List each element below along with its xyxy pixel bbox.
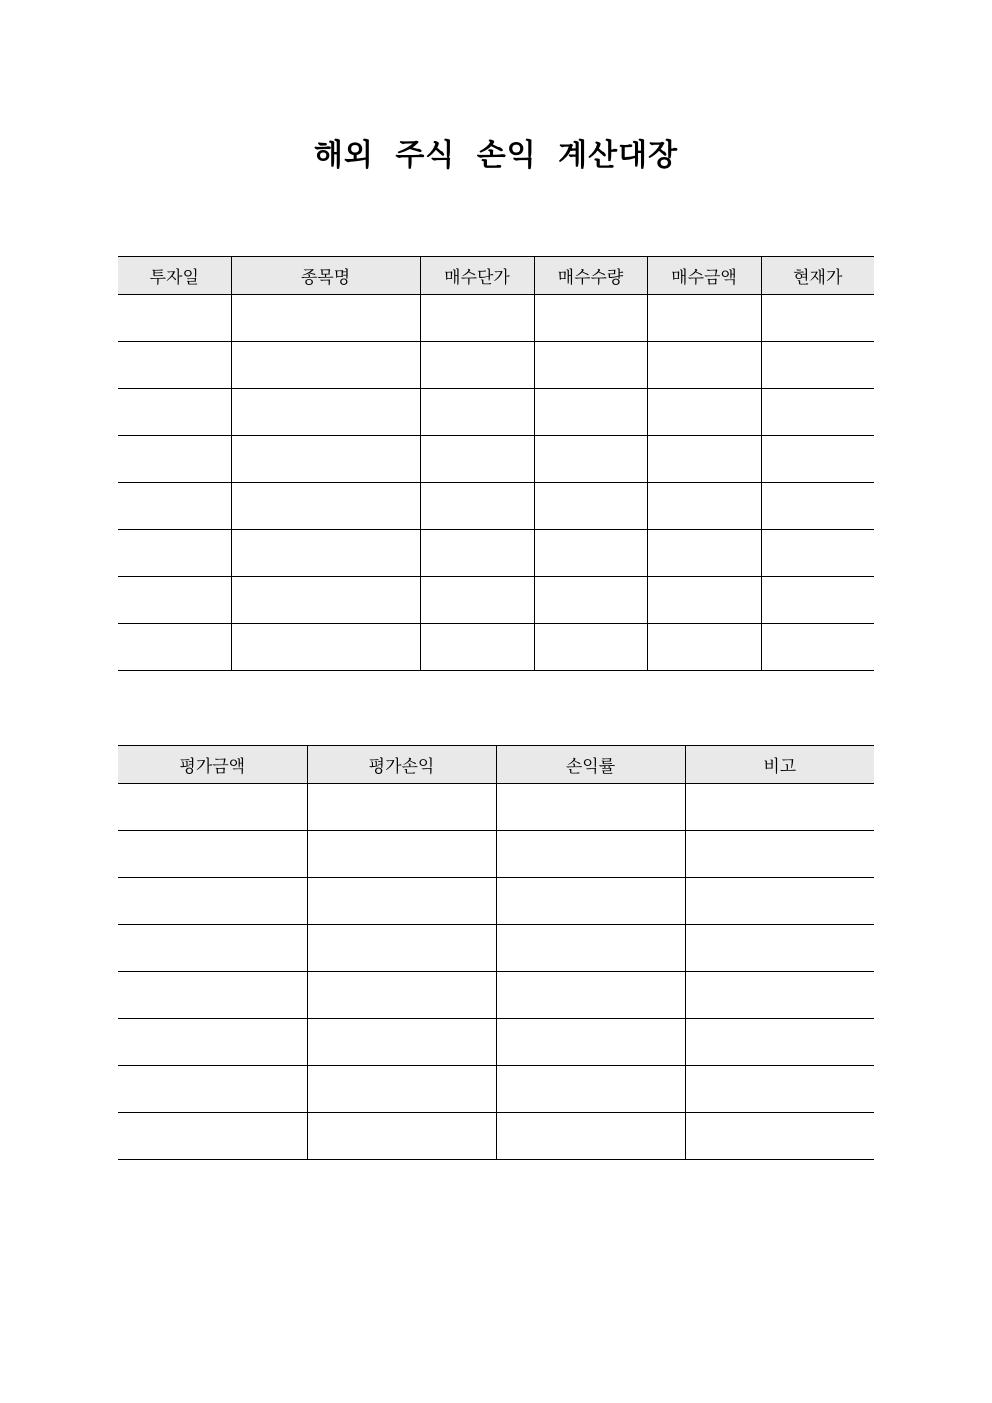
table-cell[interactable] [647, 577, 761, 624]
table-cell[interactable] [496, 1019, 685, 1066]
table-cell[interactable] [761, 295, 874, 342]
purchase-table-header-row [118, 257, 874, 295]
table-cell[interactable] [307, 784, 496, 831]
table-cell[interactable] [307, 1019, 496, 1066]
purchase-table [118, 256, 874, 671]
table-row [118, 925, 874, 972]
table-cell[interactable] [647, 389, 761, 436]
table-cell[interactable] [534, 577, 647, 624]
table-row [118, 831, 874, 878]
table-cell[interactable] [685, 1113, 874, 1160]
table-cell[interactable] [231, 624, 420, 671]
table-cell[interactable] [231, 295, 420, 342]
table-cell[interactable] [118, 577, 231, 624]
table-cell[interactable] [534, 530, 647, 577]
purchase-table-body [118, 295, 874, 671]
table-cell[interactable] [496, 925, 685, 972]
table-row [118, 784, 874, 831]
valuation-table-header-row [118, 746, 874, 784]
table-cell[interactable] [647, 436, 761, 483]
header-valuation-profit-loss: 평가손익 [307, 746, 496, 784]
table-cell[interactable] [534, 389, 647, 436]
table-row [118, 1019, 874, 1066]
table-cell[interactable] [307, 1066, 496, 1113]
table-cell[interactable] [534, 342, 647, 389]
table-cell[interactable] [420, 624, 534, 671]
table-cell[interactable] [761, 577, 874, 624]
table-cell[interactable] [118, 784, 307, 831]
valuation-table-body [118, 784, 874, 1160]
table-cell[interactable] [534, 483, 647, 530]
table-cell[interactable] [420, 530, 534, 577]
table-cell[interactable] [118, 436, 231, 483]
header-valuation-amount: 평가금액 [118, 746, 307, 784]
table-cell[interactable] [420, 483, 534, 530]
table-row [118, 483, 874, 530]
table-cell[interactable] [118, 1066, 307, 1113]
table-cell[interactable] [118, 878, 307, 925]
table-row [118, 436, 874, 483]
table-cell[interactable] [118, 1019, 307, 1066]
table-cell[interactable] [118, 972, 307, 1019]
table-cell[interactable] [685, 925, 874, 972]
table-cell[interactable] [761, 389, 874, 436]
table-cell[interactable] [761, 436, 874, 483]
table-cell[interactable] [231, 342, 420, 389]
header-stock-name: 종목명 [231, 257, 420, 295]
table-cell[interactable] [231, 389, 420, 436]
table-cell[interactable] [685, 1019, 874, 1066]
header-purchase-quantity: 매수수량 [534, 257, 647, 295]
table-row [118, 577, 874, 624]
table-cell[interactable] [420, 389, 534, 436]
header-purchase-amount: 매수금액 [647, 257, 761, 295]
table-cell[interactable] [118, 831, 307, 878]
table-cell[interactable] [307, 925, 496, 972]
page-title: 해외 주식 손익 계산대장 [313, 138, 679, 173]
table-cell[interactable] [307, 831, 496, 878]
header-current-price: 현재가 [761, 257, 874, 295]
table-row [118, 342, 874, 389]
table-cell[interactable] [307, 972, 496, 1019]
table-cell[interactable] [685, 831, 874, 878]
table-cell[interactable] [420, 577, 534, 624]
table-cell[interactable] [534, 624, 647, 671]
table-cell[interactable] [118, 342, 231, 389]
table-row [118, 972, 874, 1019]
table-cell[interactable] [118, 925, 307, 972]
table-cell[interactable] [231, 436, 420, 483]
table-cell[interactable] [420, 295, 534, 342]
table-cell[interactable] [685, 1066, 874, 1113]
table-cell[interactable] [496, 1066, 685, 1113]
table-row [118, 389, 874, 436]
table-cell[interactable] [761, 483, 874, 530]
table-cell[interactable] [685, 972, 874, 1019]
table-row [118, 530, 874, 577]
table-cell[interactable] [496, 1113, 685, 1160]
table-row [118, 624, 874, 671]
table-cell[interactable] [647, 483, 761, 530]
table-cell[interactable] [307, 878, 496, 925]
table-row [118, 878, 874, 925]
table-cell[interactable] [647, 295, 761, 342]
table-cell[interactable] [231, 483, 420, 530]
table-row [118, 1066, 874, 1113]
table-cell[interactable] [118, 624, 231, 671]
table-cell[interactable] [534, 295, 647, 342]
header-remarks: 비고 [685, 746, 874, 784]
valuation-table [118, 745, 874, 1160]
table-cell[interactable] [496, 878, 685, 925]
table-cell[interactable] [761, 342, 874, 389]
table-cell[interactable] [118, 1113, 307, 1160]
table-cell[interactable] [118, 295, 231, 342]
table-cell[interactable] [118, 530, 231, 577]
table-cell[interactable] [685, 784, 874, 831]
table-cell[interactable] [647, 624, 761, 671]
table-cell[interactable] [496, 972, 685, 1019]
table-row [118, 1113, 874, 1160]
header-profit-loss-rate: 손익률 [496, 746, 685, 784]
table-cell[interactable] [496, 831, 685, 878]
table-row [118, 295, 874, 342]
table-cell[interactable] [685, 878, 874, 925]
table-cell[interactable] [647, 342, 761, 389]
header-investment-date: 투자일 [118, 257, 231, 295]
table-cell[interactable] [420, 342, 534, 389]
table-cell[interactable] [496, 784, 685, 831]
table-cell[interactable] [231, 577, 420, 624]
table-cell[interactable] [118, 389, 231, 436]
header-purchase-unit-price: 매수단가 [420, 257, 534, 295]
table-cell[interactable] [761, 530, 874, 577]
table-cell[interactable] [534, 436, 647, 483]
table-cell[interactable] [307, 1113, 496, 1160]
table-cell[interactable] [118, 483, 231, 530]
table-cell[interactable] [231, 530, 420, 577]
table-cell[interactable] [420, 436, 534, 483]
table-cell[interactable] [647, 530, 761, 577]
table-cell[interactable] [761, 624, 874, 671]
